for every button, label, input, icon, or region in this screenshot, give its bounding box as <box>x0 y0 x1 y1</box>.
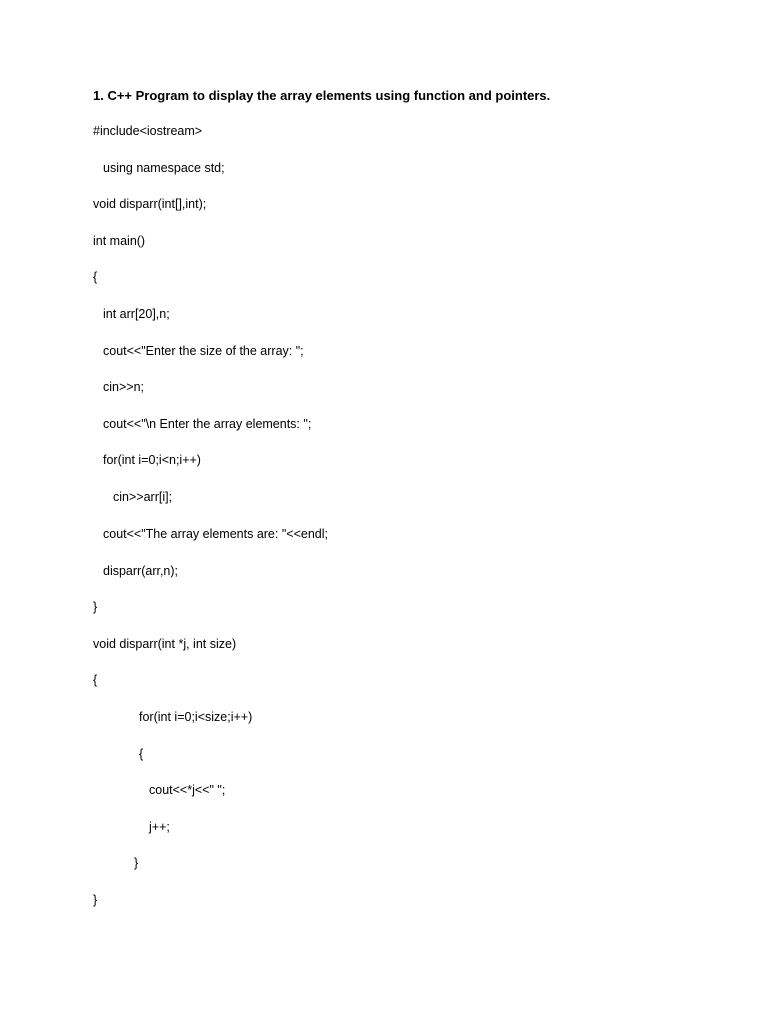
code-line: void disparr(int[],int); <box>93 197 207 211</box>
code-line: } <box>134 856 139 870</box>
code-line: { <box>93 673 98 687</box>
code-line: void disparr(int *j, int size) <box>93 637 237 651</box>
code-line: j++; <box>149 820 170 834</box>
code-line: int arr[20],n; <box>103 307 170 321</box>
code-line: #include<iostream> <box>93 124 203 138</box>
code-line: } <box>93 600 98 614</box>
code-line: { <box>139 747 144 761</box>
code-line: for(int i=0;i<size;i++) <box>139 710 253 724</box>
code-line: cin>>arr[i]; <box>113 490 173 504</box>
code-line: cin>>n; <box>103 380 145 394</box>
code-line: cout<<"\n Enter the array elements: "; <box>103 417 312 431</box>
code-line: } <box>93 893 98 907</box>
code-line: cout<<*j<<" "; <box>149 783 226 797</box>
code-line: int main() <box>93 234 146 248</box>
code-line: for(int i=0;i<n;i++) <box>103 453 201 467</box>
code-line: disparr(arr,n); <box>103 564 179 578</box>
code-line: using namespace std; <box>103 161 225 175</box>
code-line: cout<<"The array elements are: "<<endl; <box>103 527 328 541</box>
code-line: cout<<"Enter the size of the array: "; <box>103 344 304 358</box>
code-line: { <box>93 270 98 284</box>
document-title: 1. C++ Program to display the array elements using function and pointers. <box>93 88 551 103</box>
